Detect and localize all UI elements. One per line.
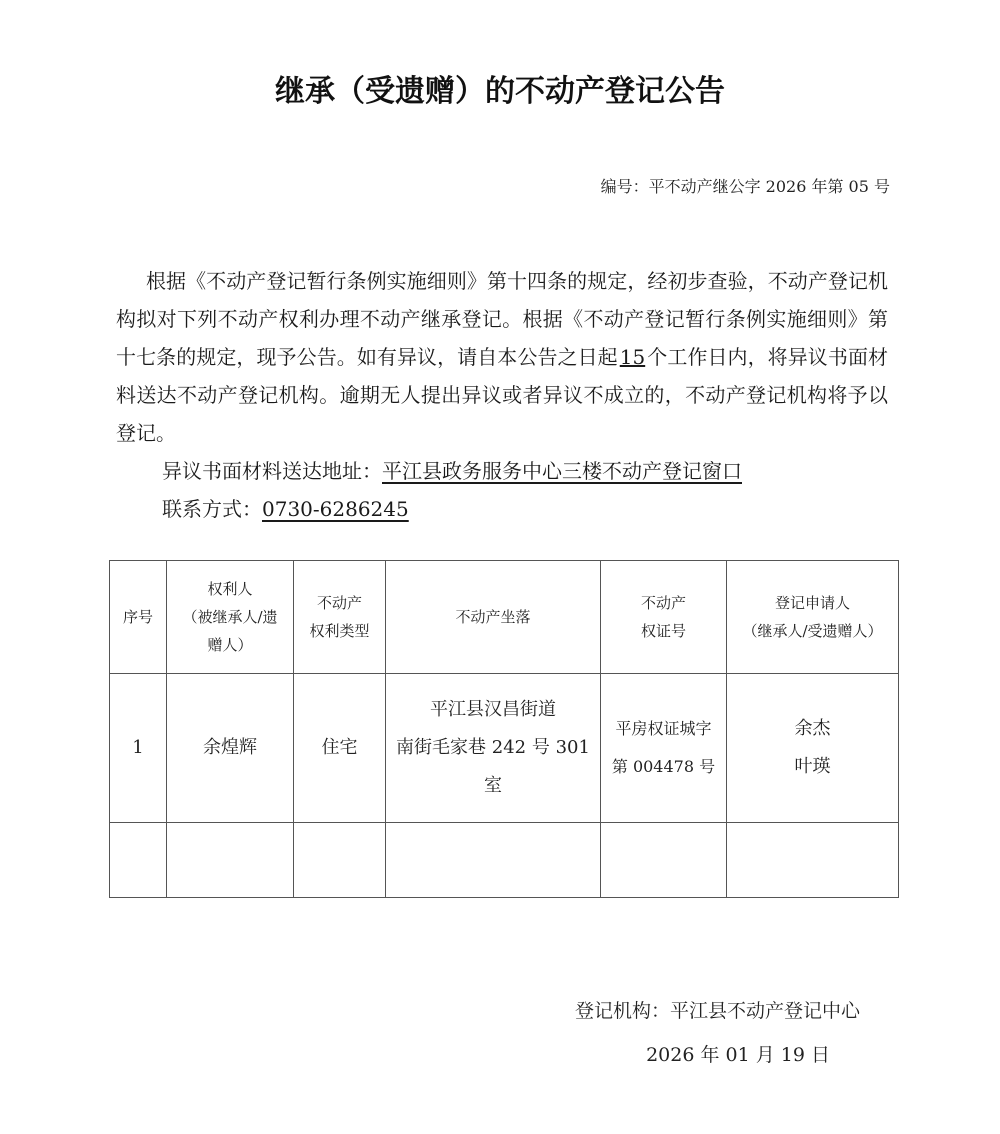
registration-authority: 登记机构：平江县不动产登记中心 [574,1000,860,1022]
contact-phone: 0730-6286245 [262,497,409,521]
table-header-row [110,561,899,674]
notice-paragraph [116,262,888,452]
notice-body [116,262,888,528]
paragraph-text-after: 个工作日内，将异议书面材料送达不动产登记机构。逾期无人提出异议或者异议不成立的，不动产登记机构将予以登记。 [116,345,889,445]
page-title: 继承（受遗赠）的不动产登记公告 [275,74,725,109]
header-location: 不动产坐落 [386,561,601,674]
cell-applicants: 余杰 叶瑛 [727,674,899,823]
header-seq: 序号 [110,561,167,674]
cell-right-type: 住宅 [294,674,386,823]
header-applicant: 登记申请人 （继承人/受遗赠人） [727,561,899,674]
empty-cell [294,823,386,898]
objection-address-line [116,452,888,490]
objection-days: 15 [619,345,646,369]
empty-cell [110,823,167,898]
cell-cert-no: 平房权证城字 第 004478 号 [601,674,727,823]
cell-holder: 余煌辉 [167,674,294,823]
notice-date: 2026 年 01 月 19 日 [646,1044,830,1066]
document-number: 编号：平不动产继公字 2026 年第 05 号 [600,177,890,196]
empty-cell [386,823,601,898]
header-holder: 权利人 （被继承人/遗 赠人） [167,561,294,674]
cell-location: 平江县汉昌街道 南街毛家巷 242 号 301 室 [386,674,601,823]
objection-address-label: 异议书面材料送达地址： [162,459,382,483]
objection-address-value: 平江县政务服务中心三楼不动产登记窗口 [382,459,742,483]
header-cert-no: 不动产 权证号 [601,561,727,674]
paragraph-text-before: 根据《不动产登记暂行条例实施细则》第十四条的规定，经初步查验，不动产登记机构拟对下列不动产权利办理不动产继承登记。根据《不动产登记暂行条例实施细则》第十七条的规定，现予公告。如有异议，请自本公告之日起 [116,269,888,369]
cell-seq: 1 [110,674,167,823]
header-right-type: 不动产 权利类型 [294,561,386,674]
registration-table [109,560,899,898]
contact-line [116,490,888,528]
empty-cell [167,823,294,898]
table-row [110,674,899,823]
contact-label: 联系方式： [162,497,262,521]
empty-cell [727,823,899,898]
table-row-empty [110,823,899,898]
empty-cell [601,823,727,898]
